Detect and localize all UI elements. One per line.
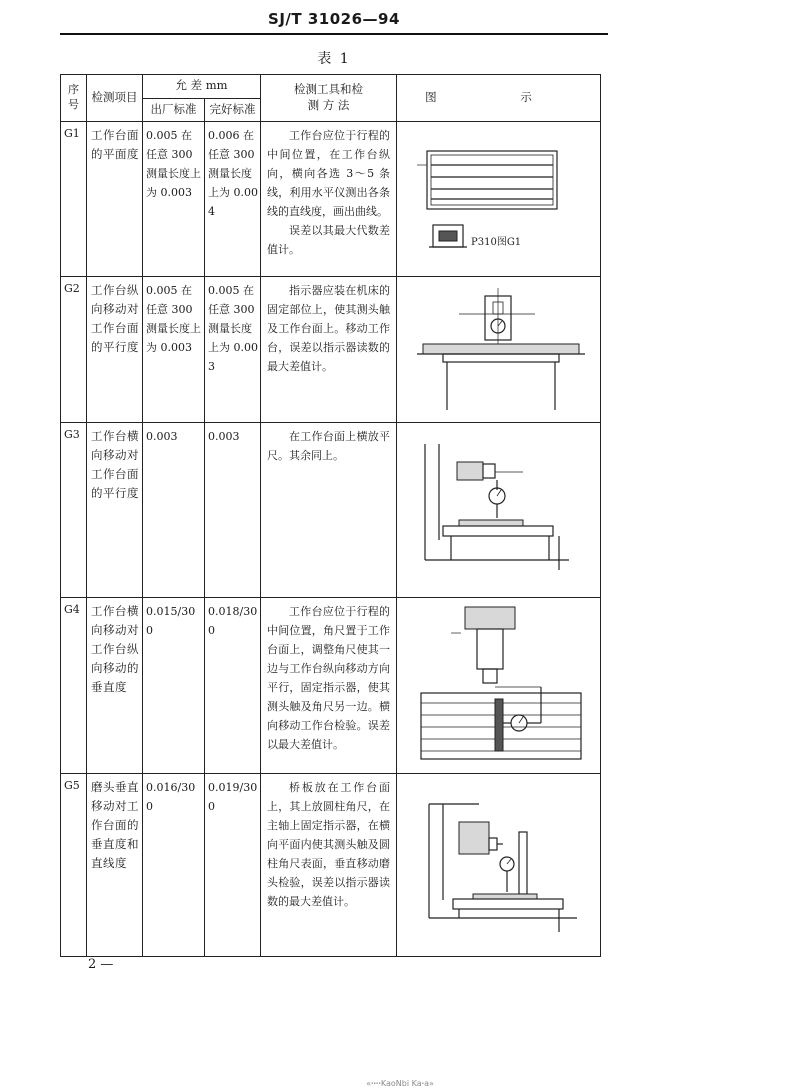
row-item: 工作台纵向移动对工作台面的平行度 [87,277,143,423]
table-header-row [61,75,601,99]
method-paragraph: 在工作台面上横放平尺。其余同上。 [267,430,390,462]
row-num: G3 [61,423,87,598]
row-good-value: 0.005 在任意 300 测量长度上为 0.003 [205,277,261,423]
row-method [261,122,397,277]
watermark-text: «ꞏꞏꞏꞏKaoNbi Kaꞏa» [366,1079,434,1088]
row-method [261,774,397,957]
row-figure [397,774,601,957]
perpendicularity-diagram [399,603,599,769]
row-method [261,277,397,423]
flatness-diagram [399,129,599,269]
table-row [61,423,601,598]
row-factory-value: 0.005 在任意 300 测量长度上为 0.003 [143,277,205,423]
row-figure [397,277,601,423]
method-paragraph: 指示器应装在机床的固定部位上，使其测头触及工作台面上。移动工作台，误差以指示器读数的最大差值计。 [267,284,390,373]
row-figure [397,423,601,598]
cross-parallelism-diagram [399,430,599,590]
col-header-item: 检测项目 [87,75,143,122]
col-header-good: 完好标准 [205,98,261,122]
document-code-header: SJ/T 31026—94 [268,10,400,28]
row-num: G2 [61,277,87,423]
row-factory-value: 0.016/300 [143,774,205,957]
row-good-value: 0.006 在任意 300 测量长度上为 0.004 [205,122,261,277]
parallelism-diagram [399,284,599,416]
grinding-head-diagram [399,782,599,948]
method-paragraph: 工作台应位于行程的中间位置，角尺置于工作台面上，调整角尺使其一边与工作台纵向移动方向平行，固定指示器，使其测头触及角尺另一边。横向移动工作台检验。误差以最大差值计。 [267,605,390,751]
table-row [61,774,601,957]
row-item: 工作台横向移动对工作台面的平行度 [87,423,143,598]
figure-note: P310图G1 [470,237,521,248]
table-row [61,122,601,277]
method-paragraph: 桥板放在工作台面上，其上放圆柱角尺，在主轴上固定指示器，在横向平面内使其测头触及圆柱角尺表面，垂直移动磨头检验，误差以指示器读数的最大差值计。 [267,781,390,908]
row-item: 磨头垂直移动对工作台面的垂直度和直线度 [87,774,143,957]
col-header-num: 序号 [61,75,87,122]
row-method [261,598,397,774]
col-header-factory: 出厂标准 [143,98,205,122]
row-factory-value: 0.015/300 [143,598,205,774]
header-rule [60,33,608,35]
row-num: G5 [61,774,87,957]
row-good-value: 0.018/300 [205,598,261,774]
row-figure [397,122,601,277]
table-title: 表 1 [317,51,351,67]
page-number: 2 — [88,957,114,972]
table-row [61,598,601,774]
row-item: 工作台横向移动对工作台纵向移动的垂直度 [87,598,143,774]
col-header-tolerance: 允 差 mm [143,75,261,99]
row-good-value: 0.019/300 [205,774,261,957]
table-row [61,277,601,423]
col-header-figure: 图 示 [397,75,601,122]
row-factory-value: 0.003 [143,423,205,598]
row-good-value: 0.003 [205,423,261,598]
col-header-method: 检测工具和检 测 方 法 [261,75,397,122]
row-num: G1 [61,122,87,277]
row-num: G4 [61,598,87,774]
inspection-table [60,74,601,957]
method-paragraph: 工作台应位于行程的中间位置，在工作台纵向，横向各选 3～5 条线，利用水平仪测出各条线的直线度，画出曲线。 [267,129,390,218]
method-paragraph: 误差以其最大代数差值计。 [267,224,390,256]
row-item: 工作台面的平面度 [87,122,143,277]
row-factory-value: 0.005 在任意 300 测量长度上为 0.003 [143,122,205,277]
row-method [261,423,397,598]
row-figure [397,598,601,774]
